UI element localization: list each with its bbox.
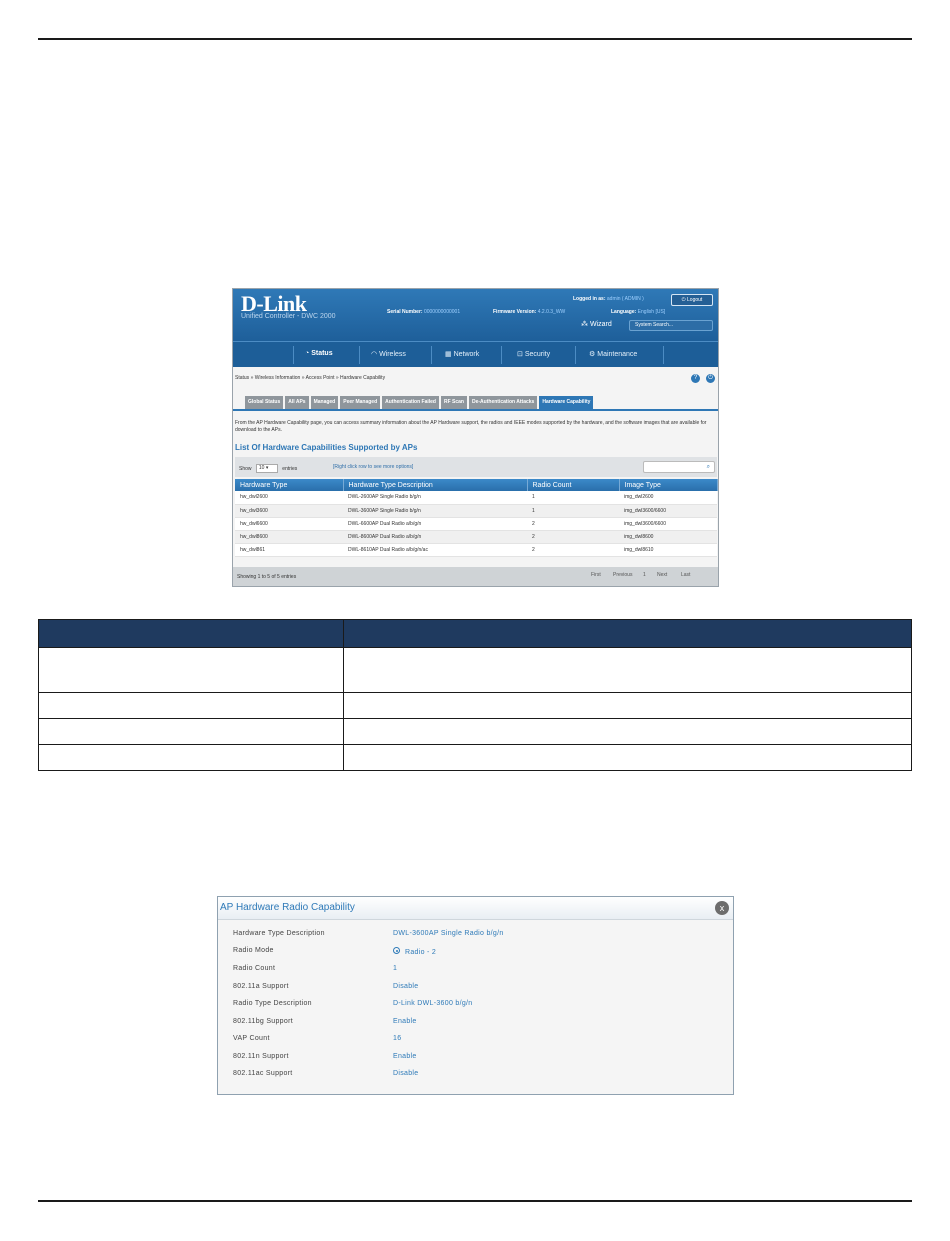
nav-divider xyxy=(359,346,360,364)
tab-peer-managed[interactable]: Peer Managed xyxy=(340,396,380,409)
field-label: 802.11bg Support xyxy=(233,1018,293,1025)
pager-first[interactable]: First xyxy=(591,572,601,578)
logout-button[interactable] xyxy=(671,294,713,306)
tab-hardware-capability[interactable]: Hardware Capability xyxy=(539,396,593,409)
language-label: Language: xyxy=(611,309,637,315)
field-label: VAP Count xyxy=(233,1035,270,1042)
logout-icon[interactable]: ⏻ xyxy=(706,374,715,383)
help-icon[interactable]: ? xyxy=(691,374,700,383)
pager-last[interactable]: Last xyxy=(681,572,691,578)
nav-divider xyxy=(575,346,576,364)
dialog-title-bar xyxy=(218,897,733,920)
radio-mode-option[interactable]: Radio - 2 xyxy=(393,947,436,956)
field-row xyxy=(233,1070,419,1077)
language-info[interactable] xyxy=(611,309,665,315)
close-icon[interactable]: x xyxy=(715,901,729,915)
nav-divider xyxy=(431,346,432,364)
power-icon: ⏻ xyxy=(681,297,686,303)
field-row xyxy=(233,1035,402,1042)
table-footer xyxy=(233,567,718,587)
table-header-cell xyxy=(344,620,912,648)
table-row[interactable] xyxy=(235,543,717,556)
field-value: Disable xyxy=(393,1070,419,1077)
wizard-label: Wizard xyxy=(589,321,612,328)
field-description-table xyxy=(38,619,912,771)
field-label: Radio Type Description xyxy=(233,1000,312,1007)
table-cell: hw_dwl3600 xyxy=(235,504,343,517)
table-header-cell xyxy=(39,620,344,648)
main-nav xyxy=(233,341,718,367)
table-cell: hw_dwl2600 xyxy=(235,491,343,504)
logged-in-value: admin ( ADMIN ) xyxy=(606,296,644,302)
table-cell: img_dwl3600/6600 xyxy=(619,504,717,517)
table-cell xyxy=(39,693,344,719)
table-cell: img_dwl8600 xyxy=(619,530,717,543)
table-row[interactable] xyxy=(235,504,717,517)
table-cell xyxy=(344,648,912,693)
table-cell xyxy=(39,648,344,693)
breadcrumb: Status » Wireless Information » Access Point » Hardware Capability xyxy=(235,375,386,381)
field-label: 802.11n Support xyxy=(233,1053,289,1060)
network-icon: ▦ xyxy=(445,351,452,358)
lock-icon: ⊡ xyxy=(517,351,523,358)
list-title: List Of Hardware Capabilities Supported by APs xyxy=(235,443,418,452)
serial-value: 0000000000001 xyxy=(423,309,461,315)
logged-in-label: Logged in as: xyxy=(573,296,606,302)
wifi-icon: ◠ xyxy=(371,351,378,358)
dashboard-icon: ◔ xyxy=(305,350,310,357)
showing-count: Showing 1 to 5 of 5 entries xyxy=(237,574,297,580)
wand-icon: ⁂ xyxy=(581,321,588,328)
hardware-capability-table xyxy=(235,479,718,557)
table-row xyxy=(39,648,912,693)
column-header[interactable]: Image Type xyxy=(619,479,717,491)
nav-network[interactable]: ▦ Network xyxy=(445,351,480,358)
table-cell xyxy=(344,745,912,771)
field-row xyxy=(233,965,398,972)
column-header[interactable]: Radio Count xyxy=(527,479,619,491)
table-cell: 1 xyxy=(527,491,619,504)
firmware-label: Firmware Version: xyxy=(493,309,537,315)
table-cell: DWL-6600AP Dual Radio a/b/g/n xyxy=(343,517,527,530)
field-value: DWL-3600AP Single Radio b/g/n xyxy=(393,930,504,937)
table-cell: DWL-2600AP Single Radio b/g/n xyxy=(343,491,527,504)
product-name: Unified Controller - DWC 2000 xyxy=(241,313,336,320)
table-cell: img_dwl3600/6600 xyxy=(619,517,717,530)
field-row xyxy=(233,1053,417,1060)
table-cell: DWL-8600AP Dual Radio a/b/g/n xyxy=(343,530,527,543)
system-search-input[interactable] xyxy=(629,320,713,331)
nav-wireless[interactable]: ◠ Wireless xyxy=(371,351,406,358)
status-tabs xyxy=(245,396,595,409)
page-size-select[interactable]: 10 ▾ xyxy=(256,464,278,473)
search-placeholder: System Search... xyxy=(635,322,674,328)
wizard-link[interactable] xyxy=(581,320,612,328)
tab-de-authentication-attacks[interactable]: De-Authentication Attacks xyxy=(469,396,537,409)
nav-maintenance[interactable]: ⚙ Maintenance xyxy=(589,351,638,358)
tab-underline xyxy=(233,409,718,411)
field-value: Enable xyxy=(393,1053,417,1060)
pager-next[interactable]: Next xyxy=(657,572,668,578)
table-row[interactable] xyxy=(235,530,717,543)
field-label: Radio Mode xyxy=(233,947,274,954)
dlink-logo: D-Link xyxy=(241,291,307,316)
tab-all-aps[interactable]: All APs xyxy=(285,396,308,409)
nav-divider xyxy=(501,346,502,364)
column-header[interactable]: Hardware Type xyxy=(235,479,343,491)
logout-label: Logout xyxy=(687,297,703,303)
table-cell: hw_dwl8600 xyxy=(235,530,343,543)
nav-divider xyxy=(293,346,294,364)
column-header[interactable]: Hardware Type Description xyxy=(343,479,527,491)
table-cell xyxy=(39,745,344,771)
field-label: Radio Count xyxy=(233,965,276,972)
hardware-capability-screenshot xyxy=(232,288,719,587)
field-label: Hardware Type Description xyxy=(233,930,325,937)
table-row xyxy=(39,745,912,771)
nav-status[interactable]: ◔ Status xyxy=(305,350,333,357)
logged-in-info xyxy=(573,296,644,302)
tab-rf-scan[interactable]: RF Scan xyxy=(441,396,467,409)
page-description: From the AP Hardware Capability page, you can access summary information about the AP Hardware support, the radios and IEEE modes supported by the hardware, and the software images that are available for download to the APs. xyxy=(235,420,707,433)
table-cell: 2 xyxy=(527,517,619,530)
show-label: Show xyxy=(239,465,252,472)
page-size-control xyxy=(239,464,297,473)
search-icon: ⌕ xyxy=(706,464,710,470)
table-cell xyxy=(344,693,912,719)
field-value: 1 xyxy=(393,965,398,972)
gear-icon: ⚙ xyxy=(589,351,596,358)
serial-label: Serial Number: xyxy=(387,309,423,315)
radio-selected-icon[interactable] xyxy=(393,947,400,954)
table-search-input[interactable] xyxy=(643,461,715,473)
tab-global-status[interactable]: Global Status xyxy=(245,396,283,409)
footer-rule xyxy=(38,1200,912,1202)
language-value: English [US] xyxy=(637,309,666,315)
table-cell: hw_dwl6600 xyxy=(235,517,343,530)
table-cell: 2 xyxy=(527,543,619,556)
field-row xyxy=(233,1000,473,1007)
dialog-title: AP Hardware Radio Capability xyxy=(220,902,355,913)
firmware-info xyxy=(493,309,565,315)
tab-authentication-failed[interactable]: Authentication Failed xyxy=(382,396,439,409)
pager-previous[interactable]: Previous xyxy=(613,572,633,578)
table-cell: 1 xyxy=(527,504,619,517)
table-cell xyxy=(344,719,912,745)
field-row xyxy=(233,1018,417,1025)
field-value: Disable xyxy=(393,983,419,990)
field-row xyxy=(233,930,504,937)
table-row[interactable] xyxy=(235,517,717,530)
nav-security[interactable]: ⊡ Security xyxy=(517,351,551,358)
field-row xyxy=(233,983,419,990)
table-cell xyxy=(39,719,344,745)
firmware-value: 4.2.0.3_WW xyxy=(537,309,566,315)
field-row xyxy=(233,947,437,956)
field-value: D-Link DWL-3600 b/g/n xyxy=(393,1000,473,1007)
table-cell: DWL-3600AP Single Radio b/g/n xyxy=(343,504,527,517)
table-cell: DWL-8610AP Dual Radio a/b/g/n/ac xyxy=(343,543,527,556)
field-value: Enable xyxy=(393,1018,417,1025)
table-row xyxy=(39,693,912,719)
pager-page[interactable]: 1 xyxy=(643,572,646,578)
field-label: 802.11a Support xyxy=(233,983,289,990)
table-cell: hw_dwl861 xyxy=(235,543,343,556)
radio-capability-dialog xyxy=(217,896,734,1095)
entries-label: entries xyxy=(282,465,298,472)
field-value: 16 xyxy=(393,1035,402,1042)
right-click-hint: [Right click row to see more options] xyxy=(333,464,414,470)
table-cell: img_dwl2600 xyxy=(619,491,717,504)
header-rule xyxy=(38,38,912,40)
table-row[interactable] xyxy=(235,491,717,504)
tab-managed[interactable]: Managed xyxy=(311,396,339,409)
table-cell: img_dwl8610 xyxy=(619,543,717,556)
app-header xyxy=(233,289,718,341)
field-label: 802.11ac Support xyxy=(233,1070,293,1077)
table-controls xyxy=(235,457,717,477)
table-cell: 2 xyxy=(527,530,619,543)
nav-divider xyxy=(663,346,664,364)
serial-info xyxy=(387,309,460,315)
table-row xyxy=(39,719,912,745)
